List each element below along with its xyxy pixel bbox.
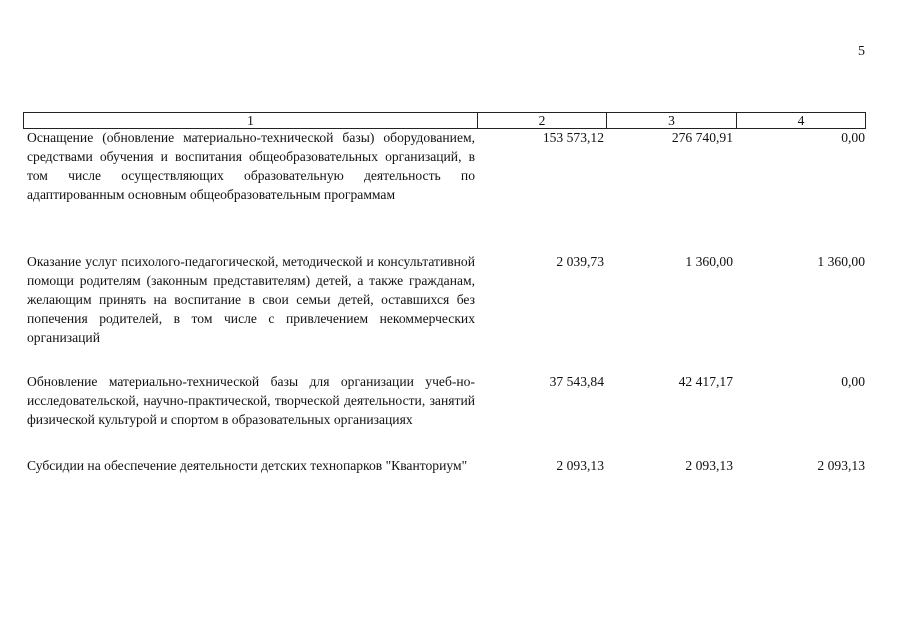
row-value-col4: 0,00	[841, 130, 865, 145]
page-number: 5	[858, 44, 865, 59]
row-value-col3: 42 417,17	[678, 374, 733, 389]
row-value-col2: 153 573,12	[542, 130, 604, 145]
row-description: Обновление материально-технической базы для организации учеб-но-исследовательской, научно-практической, творческой деятельности, занятий физической культурой и спортом в образовательных организациях	[27, 374, 475, 427]
row-value-col4: 0,00	[841, 374, 865, 389]
row-description: Субсидии на обеспечение деятельности детских технопарков "Кванториум"	[27, 458, 468, 473]
row-description: Оказание услуг психолого-педагогической, методической и консультативной помощи родителям (законным представителям) детей, а также гражданам, желающим принять на воспитание в свои семьи детей, оставшихся без попечения родителей, в том числе с привлечением некоммерческих организаций	[27, 254, 475, 345]
row-value-col3: 2 093,13	[685, 458, 733, 473]
row-value-col3: 276 740,91	[671, 130, 733, 145]
row-value-col4: 2 093,13	[817, 458, 865, 473]
header-col-3: 3	[606, 112, 737, 129]
header-col-4: 4	[736, 112, 866, 129]
row-description: Оснащение (обновление материально-технической базы) оборудованием, средствами обучения и воспитания общеобразовательных организаций, в том числе осуществляющих образовательную деятельность по адаптированным основным общеобразовательным программам	[27, 130, 475, 202]
row-value-col3: 1 360,00	[685, 254, 733, 269]
header-col-2: 2	[477, 112, 607, 129]
row-value-col2: 2 039,73	[556, 254, 604, 269]
row-value-col2: 37 543,84	[549, 374, 604, 389]
row-value-col2: 2 093,13	[556, 458, 604, 473]
row-value-col4: 1 360,00	[817, 254, 865, 269]
header-col-1: 1	[23, 112, 478, 129]
